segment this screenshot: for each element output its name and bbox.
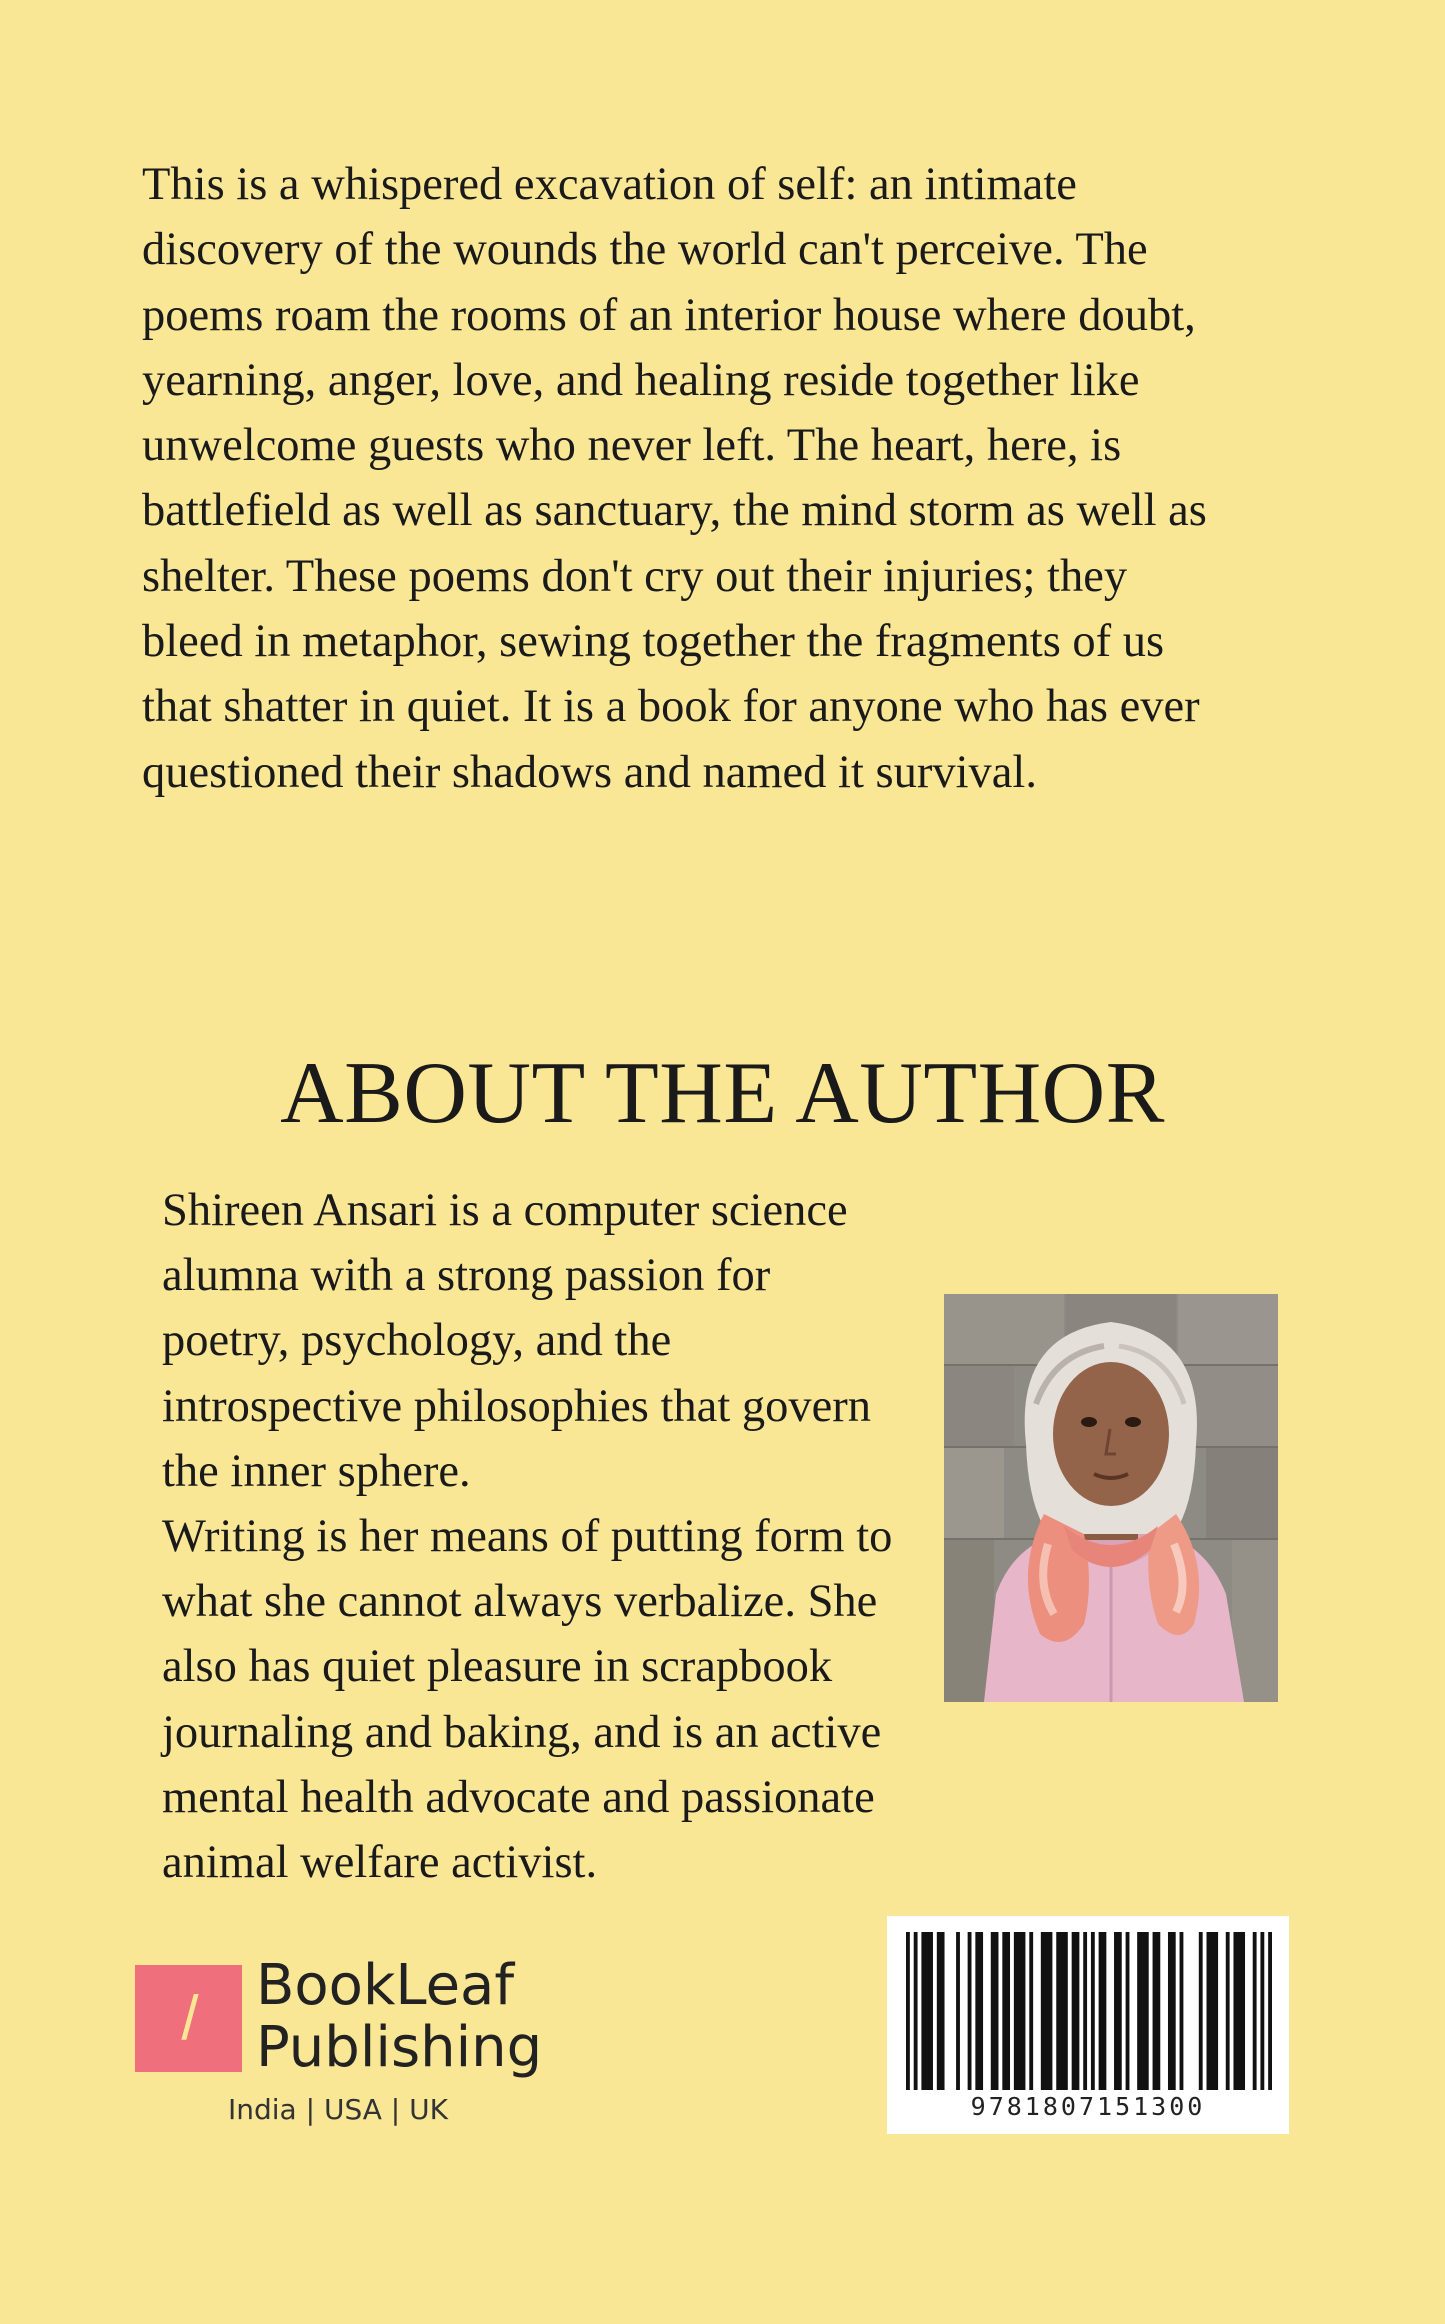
barcode-bar bbox=[1126, 1932, 1130, 2090]
barcode-bar bbox=[914, 1932, 918, 2090]
barcode-bar bbox=[1199, 1932, 1203, 2090]
bio-line: poetry, psychology, and the bbox=[162, 1315, 672, 1367]
blurb-line: battlefield as well as sanctuary, the mind storm as well as bbox=[142, 485, 1207, 537]
bio-line: the inner sphere. bbox=[162, 1445, 471, 1497]
barcode-bar bbox=[1253, 1932, 1257, 2090]
barcode-bar bbox=[968, 1932, 972, 2090]
isbn-barcode bbox=[887, 1916, 1289, 2134]
bio-line: journaling and baking, and is an active bbox=[162, 1706, 882, 1758]
blurb-line: unwelcome guests who never left. The heart, here, is bbox=[142, 420, 1122, 472]
blurb-line: that shatter in quiet. It is a book for anyone who has ever bbox=[142, 681, 1200, 733]
blurb-line: shelter. These poems don't cry out their injuries; they bbox=[142, 550, 1128, 602]
bio-line: mental health advocate and passionate bbox=[162, 1771, 875, 1823]
logo-slash-icon: / bbox=[181, 1984, 199, 2053]
publisher-name-line-1: BookLeaf bbox=[256, 1953, 515, 2018]
publisher-name bbox=[256, 1955, 542, 2079]
author-photo bbox=[944, 1294, 1278, 1702]
barcode-bar bbox=[1137, 1932, 1149, 2090]
bio-line: what she cannot always verbalize. She bbox=[162, 1576, 878, 1628]
barcode-bar bbox=[1114, 1932, 1122, 2090]
blurb-line: discovery of the wounds the world can't perceive. The bbox=[142, 224, 1148, 276]
barcode-bar bbox=[906, 1932, 910, 2090]
publisher-name-line-2: Publishing bbox=[256, 2015, 543, 2080]
barcode-bar bbox=[1260, 1932, 1264, 2090]
barcode-bar bbox=[1091, 1932, 1095, 2090]
author-bio bbox=[162, 1178, 952, 1895]
about-the-author-heading: ABOUT THE AUTHOR bbox=[280, 1045, 1165, 1142]
bio-line: introspective philosophies that govern bbox=[162, 1380, 871, 1432]
author-portrait-illustration bbox=[944, 1294, 1278, 1702]
barcode-bar bbox=[1168, 1932, 1176, 2090]
blurb-line: poems roam the rooms of an interior house where doubt, bbox=[142, 289, 1196, 341]
barcode-bar bbox=[1072, 1932, 1080, 2090]
barcode-bars bbox=[906, 1932, 1272, 2090]
isbn-number: 9781807151300 bbox=[970, 2092, 1206, 2121]
blurb-line: bleed in metaphor, sewing together the fragments of us bbox=[142, 616, 1165, 668]
barcode-bar bbox=[1180, 1932, 1184, 2090]
bio-line: animal welfare activist. bbox=[162, 1837, 598, 1889]
bio-line: also has quiet pleasure in scrapbook bbox=[162, 1641, 833, 1693]
barcode-bar bbox=[1083, 1932, 1087, 2090]
barcode-bar bbox=[956, 1932, 960, 2090]
blurb-line: yearning, anger, love, and healing reside together like bbox=[142, 354, 1140, 406]
barcode-bar bbox=[1153, 1932, 1161, 2090]
barcode-bar bbox=[991, 1932, 999, 2090]
blurb-line: questioned their shadows and named it survival. bbox=[142, 746, 1037, 798]
bio-line: Writing is her means of putting form to bbox=[162, 1511, 893, 1563]
publisher-regions: India | USA | UK bbox=[228, 2093, 448, 2126]
barcode-bar bbox=[1002, 1932, 1010, 2090]
barcode-bar bbox=[1014, 1932, 1026, 2090]
barcode-bar bbox=[921, 1932, 933, 2090]
barcode-bar bbox=[1207, 1932, 1219, 2090]
barcode-bar bbox=[1056, 1932, 1068, 2090]
barcode-bar bbox=[1233, 1932, 1245, 2090]
barcode-bar bbox=[975, 1932, 983, 2090]
barcode-bar bbox=[1099, 1932, 1107, 2090]
barcode-bar bbox=[1029, 1932, 1033, 2090]
bio-line: Shireen Ansari is a computer science bbox=[162, 1185, 848, 1236]
barcode-bar bbox=[1268, 1932, 1272, 2090]
back-cover-blurb bbox=[142, 152, 1322, 805]
barcode-bar bbox=[1226, 1932, 1230, 2090]
bio-line: alumna with a strong passion for bbox=[162, 1250, 771, 1302]
blurb-line: This is a whispered excavation of self: an intimate bbox=[142, 159, 1077, 210]
barcode-bar bbox=[937, 1932, 945, 2090]
barcode-bar bbox=[1041, 1932, 1053, 2090]
